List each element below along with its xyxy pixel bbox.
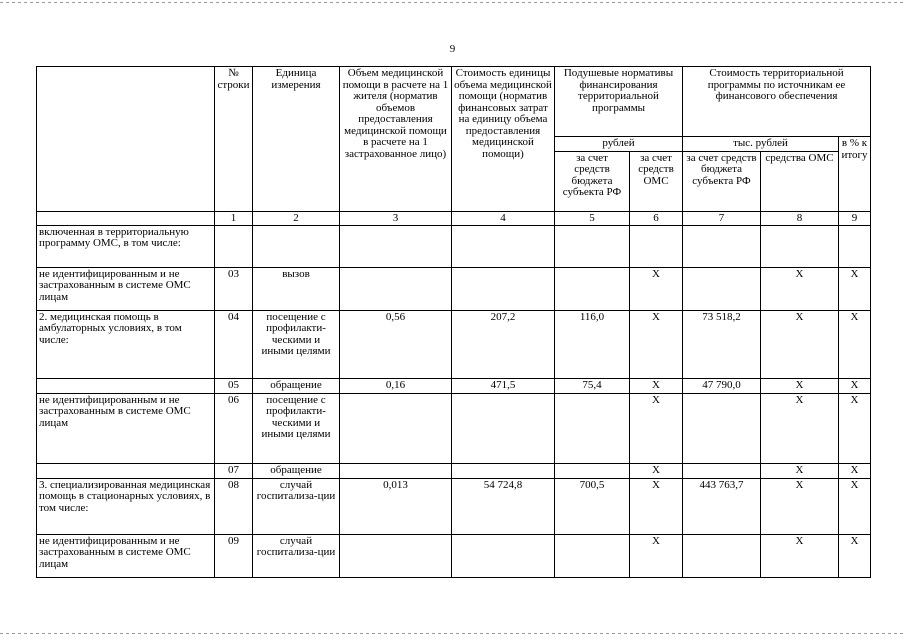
row-number: 09 bbox=[215, 534, 253, 577]
header-row-1 bbox=[37, 67, 871, 137]
row-volume bbox=[340, 267, 452, 310]
financing-table bbox=[36, 66, 871, 578]
column-index: 4 bbox=[452, 211, 555, 225]
row-volume bbox=[340, 225, 452, 267]
row-territorial-budget bbox=[683, 463, 761, 478]
row-name bbox=[37, 378, 215, 393]
row-unit-cost bbox=[452, 267, 555, 310]
column-index: 6 bbox=[630, 211, 683, 225]
row-number: 03 bbox=[215, 267, 253, 310]
column-index: 7 bbox=[683, 211, 761, 225]
row-budget bbox=[555, 225, 630, 267]
row-territorial-budget: 73 518,2 bbox=[683, 310, 761, 378]
column-index: 8 bbox=[761, 211, 839, 225]
row-number bbox=[215, 225, 253, 267]
row-territorial-budget bbox=[683, 267, 761, 310]
table-row bbox=[37, 378, 871, 393]
header-budget-funds: за счет средств бюджета субъекта РФ bbox=[555, 151, 630, 211]
row-oms: X bbox=[630, 463, 683, 478]
row-name: включенная в территориальную программу ОМС, в том числе: bbox=[37, 225, 215, 267]
column-index: 1 bbox=[215, 211, 253, 225]
row-unit bbox=[253, 225, 340, 267]
header-row-no: № строки bbox=[215, 67, 253, 212]
row-oms: X bbox=[630, 534, 683, 577]
row-percent: X bbox=[839, 267, 871, 310]
column-index bbox=[37, 211, 215, 225]
table-row bbox=[37, 310, 871, 378]
row-percent: X bbox=[839, 478, 871, 534]
row-oms: X bbox=[630, 378, 683, 393]
row-territorial-budget: 443 763,7 bbox=[683, 478, 761, 534]
row-territorial-oms bbox=[761, 225, 839, 267]
row-unit-cost bbox=[452, 534, 555, 577]
row-unit-cost bbox=[452, 393, 555, 463]
row-budget bbox=[555, 393, 630, 463]
row-unit: случай госпитализа-ции bbox=[253, 534, 340, 577]
row-number: 07 bbox=[215, 463, 253, 478]
row-territorial-oms: X bbox=[761, 310, 839, 378]
row-territorial-budget bbox=[683, 393, 761, 463]
row-number: 06 bbox=[215, 393, 253, 463]
row-unit-cost bbox=[452, 463, 555, 478]
row-volume bbox=[340, 393, 452, 463]
table-row bbox=[37, 534, 871, 577]
bottom-scan-edge bbox=[0, 633, 905, 634]
row-percent: X bbox=[839, 378, 871, 393]
row-budget: 116,0 bbox=[555, 310, 630, 378]
row-name: не идентифицированным и не застрахованным в системе ОМС лицам bbox=[37, 393, 215, 463]
row-volume: 0,013 bbox=[340, 478, 452, 534]
column-index: 5 bbox=[555, 211, 630, 225]
table-row bbox=[37, 393, 871, 463]
header-percent-total: в % к итогу bbox=[839, 137, 871, 212]
header-volume: Объем медицинской помощи в расчете на 1 жителя (норматив объемов предоставления медицинской помощи в расчете на 1 застрахованное лицо) bbox=[340, 67, 452, 212]
row-oms: X bbox=[630, 310, 683, 378]
row-unit-cost: 207,2 bbox=[452, 310, 555, 378]
column-index: 9 bbox=[839, 211, 871, 225]
row-oms bbox=[630, 225, 683, 267]
row-territorial-oms: X bbox=[761, 267, 839, 310]
row-unit-cost: 54 724,8 bbox=[452, 478, 555, 534]
header-territorial-cost: Стоимость территориальной программы по источникам ее финансового обеспечения bbox=[683, 67, 871, 137]
row-unit: посещение с профилакти-ческими и иными целями bbox=[253, 393, 340, 463]
header-per-capita: Подушевые нормативы финансирования территориальной программы bbox=[555, 67, 683, 137]
column-index: 3 bbox=[340, 211, 452, 225]
row-territorial-oms: X bbox=[761, 478, 839, 534]
column-index: 2 bbox=[253, 211, 340, 225]
row-volume: 0,56 bbox=[340, 310, 452, 378]
row-budget bbox=[555, 463, 630, 478]
row-name bbox=[37, 463, 215, 478]
row-budget bbox=[555, 534, 630, 577]
header-name-cell bbox=[37, 67, 215, 212]
row-territorial-oms: X bbox=[761, 393, 839, 463]
row-unit-cost bbox=[452, 225, 555, 267]
header-rubles: рублей bbox=[555, 137, 683, 152]
row-number: 05 bbox=[215, 378, 253, 393]
row-percent: X bbox=[839, 310, 871, 378]
header-oms-funds-2: средства ОМС bbox=[761, 151, 839, 211]
page-number: 9 bbox=[449, 43, 456, 55]
row-percent bbox=[839, 225, 871, 267]
row-oms: X bbox=[630, 267, 683, 310]
header-oms-funds: за счет средств ОМС bbox=[630, 151, 683, 211]
row-unit: обращение bbox=[253, 463, 340, 478]
row-territorial-oms: X bbox=[761, 534, 839, 577]
table-row bbox=[37, 478, 871, 534]
table-row bbox=[37, 267, 871, 310]
row-territorial-budget bbox=[683, 225, 761, 267]
row-volume bbox=[340, 463, 452, 478]
header-budget-funds-2: за счет средств бюджета субъекта РФ bbox=[683, 151, 761, 211]
row-name: 3. специализированная медицинская помощь в стационарных условиях, в том числе: bbox=[37, 478, 215, 534]
row-unit: посещение с профилакти-ческими и иными целями bbox=[253, 310, 340, 378]
row-name: не идентифицированным и не застрахованным в системе ОМС лицам bbox=[37, 267, 215, 310]
row-territorial-budget bbox=[683, 534, 761, 577]
row-volume: 0,16 bbox=[340, 378, 452, 393]
row-percent: X bbox=[839, 463, 871, 478]
header-thousand-rubles: тыс. рублей bbox=[683, 137, 839, 152]
row-percent: X bbox=[839, 393, 871, 463]
top-scan-edge bbox=[0, 2, 905, 3]
table-row bbox=[37, 225, 871, 267]
row-name: 2. медицинская помощь в амбулаторных условиях, в том числе: bbox=[37, 310, 215, 378]
row-unit-cost: 471,5 bbox=[452, 378, 555, 393]
row-oms: X bbox=[630, 393, 683, 463]
row-percent: X bbox=[839, 534, 871, 577]
row-territorial-oms: X bbox=[761, 378, 839, 393]
row-number: 08 bbox=[215, 478, 253, 534]
row-number: 04 bbox=[215, 310, 253, 378]
row-territorial-oms: X bbox=[761, 463, 839, 478]
row-territorial-budget: 47 790,0 bbox=[683, 378, 761, 393]
row-unit: обращение bbox=[253, 378, 340, 393]
row-budget: 700,5 bbox=[555, 478, 630, 534]
row-unit: случай госпитализа-ции bbox=[253, 478, 340, 534]
header-unit: Единица измерения bbox=[253, 67, 340, 212]
table-row bbox=[37, 463, 871, 478]
row-oms: X bbox=[630, 478, 683, 534]
row-budget: 75,4 bbox=[555, 378, 630, 393]
column-index-row bbox=[37, 211, 871, 225]
row-name: не идентифицированным и не застрахованным в системе ОМС лицам bbox=[37, 534, 215, 577]
row-volume bbox=[340, 534, 452, 577]
row-budget bbox=[555, 267, 630, 310]
header-unit-cost: Стоимость единицы объема медицинской помощи (норматив финансовых затрат на единицу объема предоставления медицинской помощи) bbox=[452, 67, 555, 212]
row-unit: вызов bbox=[253, 267, 340, 310]
